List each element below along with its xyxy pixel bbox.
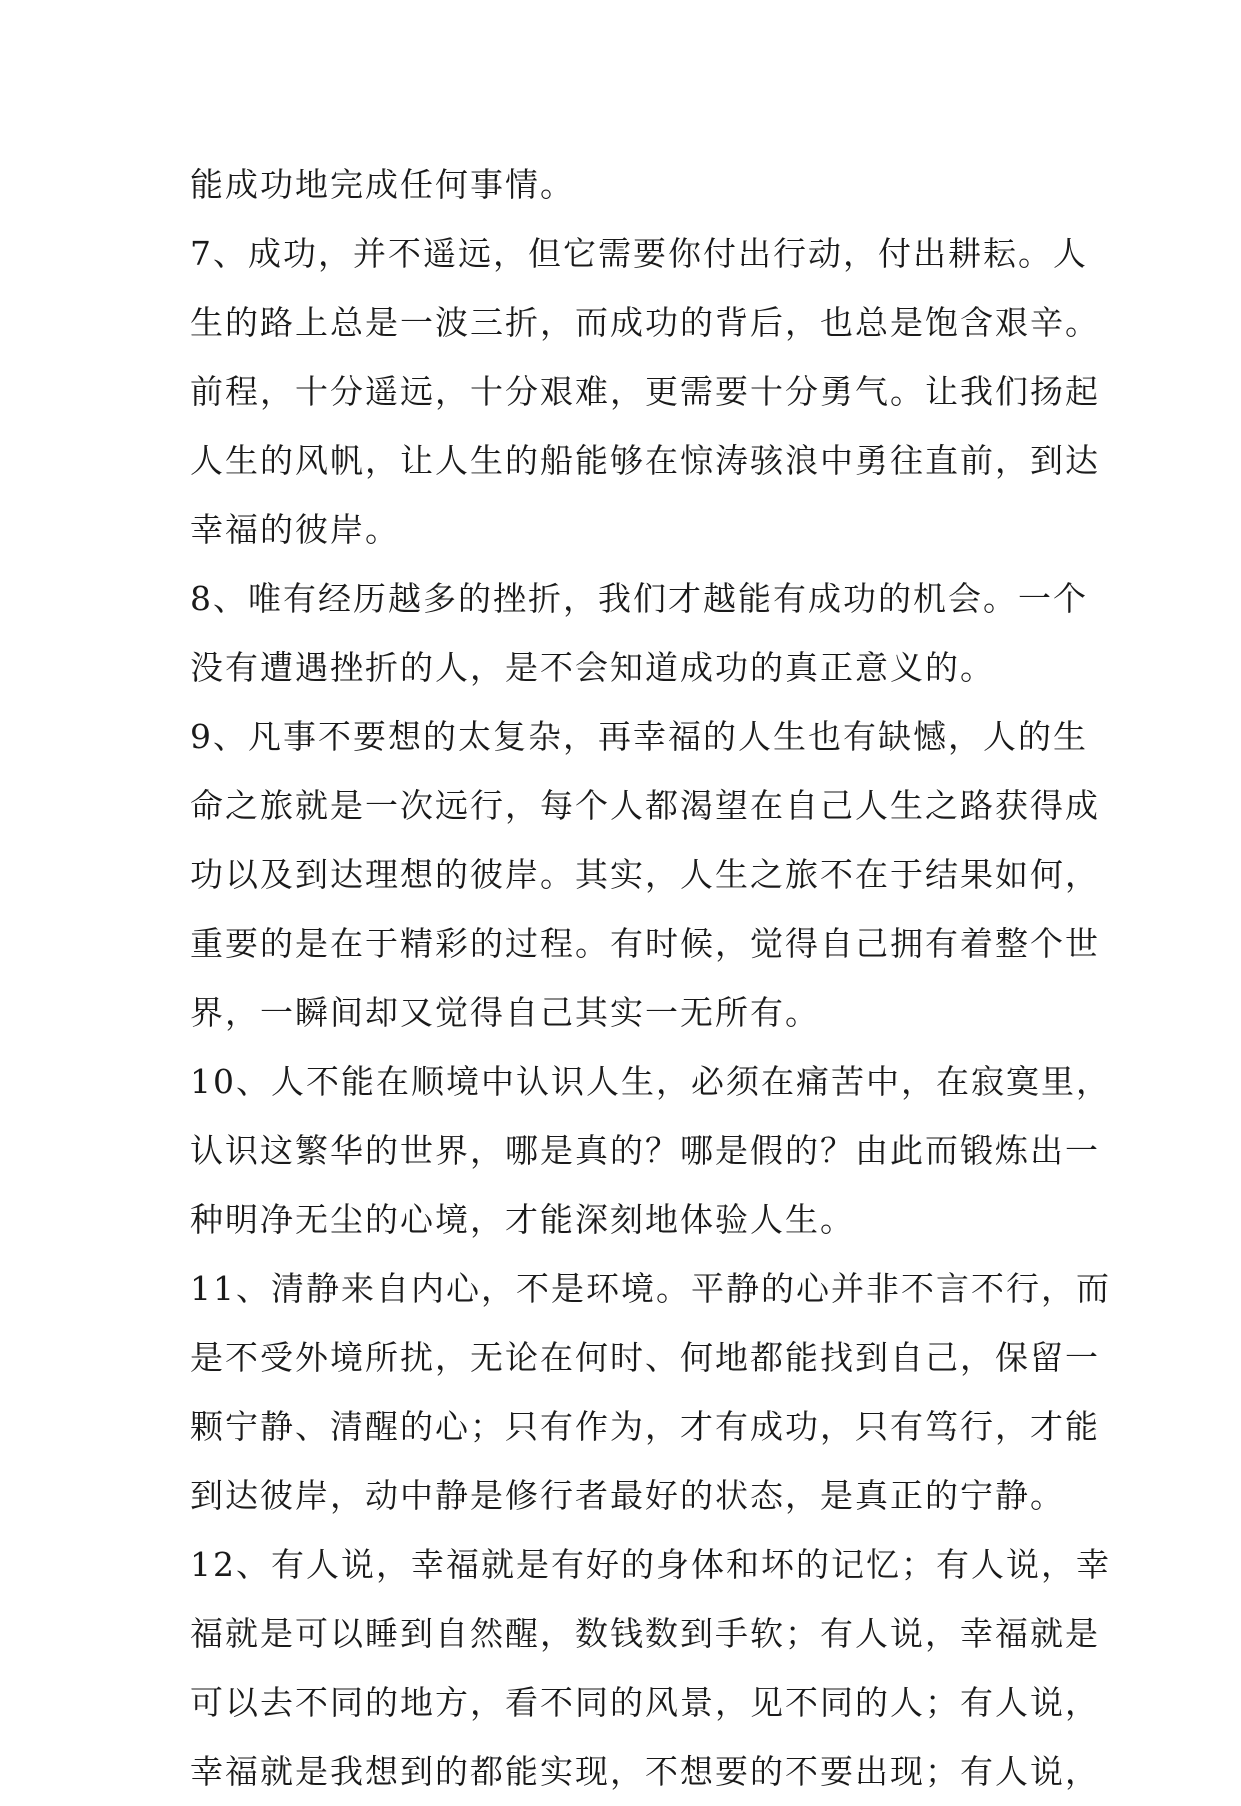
text-line: 是不受外境所扰，无论在何时、何地都能找到自己，保留一 bbox=[190, 1338, 1100, 1377]
text-line: 前程，十分遥远，十分艰难，更需要十分勇气。让我们扬起 bbox=[190, 372, 1100, 411]
text-line: 9、凡事不要想的太复杂，再幸福的人生也有缺憾，人的生 bbox=[190, 717, 1088, 756]
text-line: 重要的是在于精彩的过程。有时候，觉得自己拥有着整个世 bbox=[190, 924, 1100, 963]
text-line: 福就是可以睡到自然醒，数钱数到手软；有人说，幸福就是 bbox=[190, 1614, 1100, 1653]
text-line: 7、成功，并不遥远，但它需要你付出行动，付出耕耘。人 bbox=[190, 234, 1088, 273]
text-line: 12、有人说，幸福就是有好的身体和坏的记忆；有人说，幸 bbox=[190, 1545, 1111, 1584]
text-line: 生的路上总是一波三折，而成功的背后，也总是饱含艰辛。 bbox=[190, 303, 1100, 342]
text-line: 种明净无尘的心境，才能深刻地体验人生。 bbox=[190, 1200, 855, 1239]
text-line: 人生的风帆，让人生的船能够在惊涛骇浪中勇往直前，到达 bbox=[190, 441, 1100, 480]
text-line: 能成功地完成任何事情。 bbox=[190, 165, 575, 204]
text-line: 没有遭遇挫折的人，是不会知道成功的真正意义的。 bbox=[190, 648, 995, 687]
text-line: 到达彼岸，动中静是修行者最好的状态，是真正的宁静。 bbox=[190, 1476, 1065, 1515]
text-line: 命之旅就是一次远行，每个人都渴望在自己人生之路获得成 bbox=[190, 786, 1100, 825]
text-line: 颗宁静、清醒的心；只有作为，才有成功，只有笃行，才能 bbox=[190, 1407, 1100, 1446]
text-line: 10、人不能在顺境中认识人生，必须在痛苦中，在寂寞里， bbox=[190, 1062, 1111, 1101]
text-line: 11、清静来自内心，不是环境。平静的心并非不言不行，而 bbox=[190, 1269, 1111, 1308]
text-line: 幸福就是我想到的都能实现，不想要的不要出现；有人说， bbox=[190, 1752, 1100, 1791]
text-line: 功以及到达理想的彼岸。其实，人生之旅不在于结果如何， bbox=[190, 855, 1100, 894]
text-line: 可以去不同的地方，看不同的风景，见不同的人；有人说， bbox=[190, 1683, 1100, 1722]
text-line: 8、唯有经历越多的挫折，我们才越能有成功的机会。一个 bbox=[190, 579, 1088, 618]
body-text bbox=[190, 150, 1111, 1806]
text-line: 幸福的彼岸。 bbox=[190, 510, 400, 549]
text-line: 界，一瞬间却又觉得自己其实一无所有。 bbox=[190, 993, 820, 1032]
text-line: 认识这繁华的世界，哪是真的？哪是假的？由此而锻炼出一 bbox=[190, 1131, 1100, 1170]
